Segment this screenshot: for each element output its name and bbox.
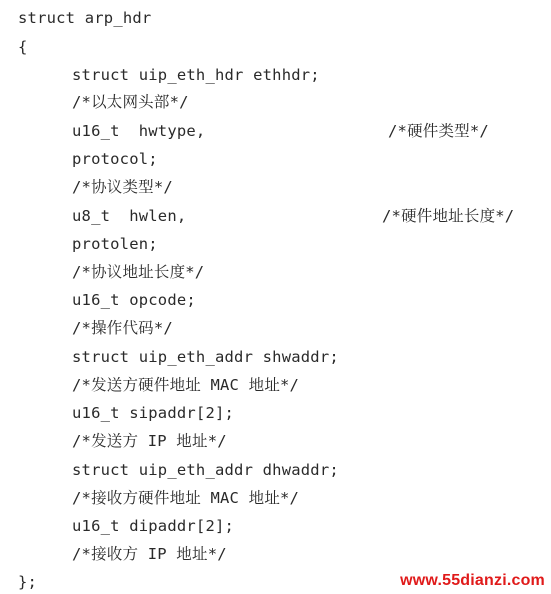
code-comment-dhwaddr: /*接收方硬件地址 MAC 地址*/ bbox=[72, 489, 300, 507]
code-comment-sipaddr: /*发送方 IP 地址*/ bbox=[72, 432, 227, 450]
code-comment-ethhdr: /*以太网头部*/ bbox=[72, 93, 189, 111]
code-line-protolen: protolen; bbox=[72, 235, 158, 253]
code-comment-protolen: /*协议地址长度*/ bbox=[72, 263, 205, 281]
code-line-dhwaddr: struct uip_eth_addr dhwaddr; bbox=[72, 461, 339, 479]
watermark-text: www.55dianzi.com bbox=[400, 572, 545, 589]
code-line-struct-decl: struct arp_hdr bbox=[18, 9, 152, 27]
code-line-hwlen: u8_t hwlen, bbox=[72, 207, 187, 225]
code-comment-dipaddr: /*接收方 IP 地址*/ bbox=[72, 545, 227, 563]
code-comment-hwtype: /*硬件类型*/ bbox=[388, 122, 489, 140]
code-line-sipaddr: u16_t sipaddr[2]; bbox=[72, 404, 235, 422]
code-line-open-brace: { bbox=[18, 38, 28, 56]
code-comment-hwlen: /*硬件地址长度*/ bbox=[382, 207, 515, 225]
code-line-ethhdr: struct uip_eth_hdr ethhdr; bbox=[72, 66, 320, 84]
code-line-hwtype: u16_t hwtype, bbox=[72, 122, 206, 140]
code-line-opcode: u16_t opcode; bbox=[72, 291, 196, 309]
code-line-shwaddr: struct uip_eth_addr shwaddr; bbox=[72, 348, 339, 366]
code-comment-protocol: /*协议类型*/ bbox=[72, 178, 173, 196]
code-comment-shwaddr: /*发送方硬件地址 MAC 地址*/ bbox=[72, 376, 300, 394]
code-line-dipaddr: u16_t dipaddr[2]; bbox=[72, 517, 235, 535]
code-comment-opcode: /*操作代码*/ bbox=[72, 319, 173, 337]
code-line-close-brace: }; bbox=[18, 573, 38, 591]
code-line-protocol: protocol; bbox=[72, 150, 158, 168]
